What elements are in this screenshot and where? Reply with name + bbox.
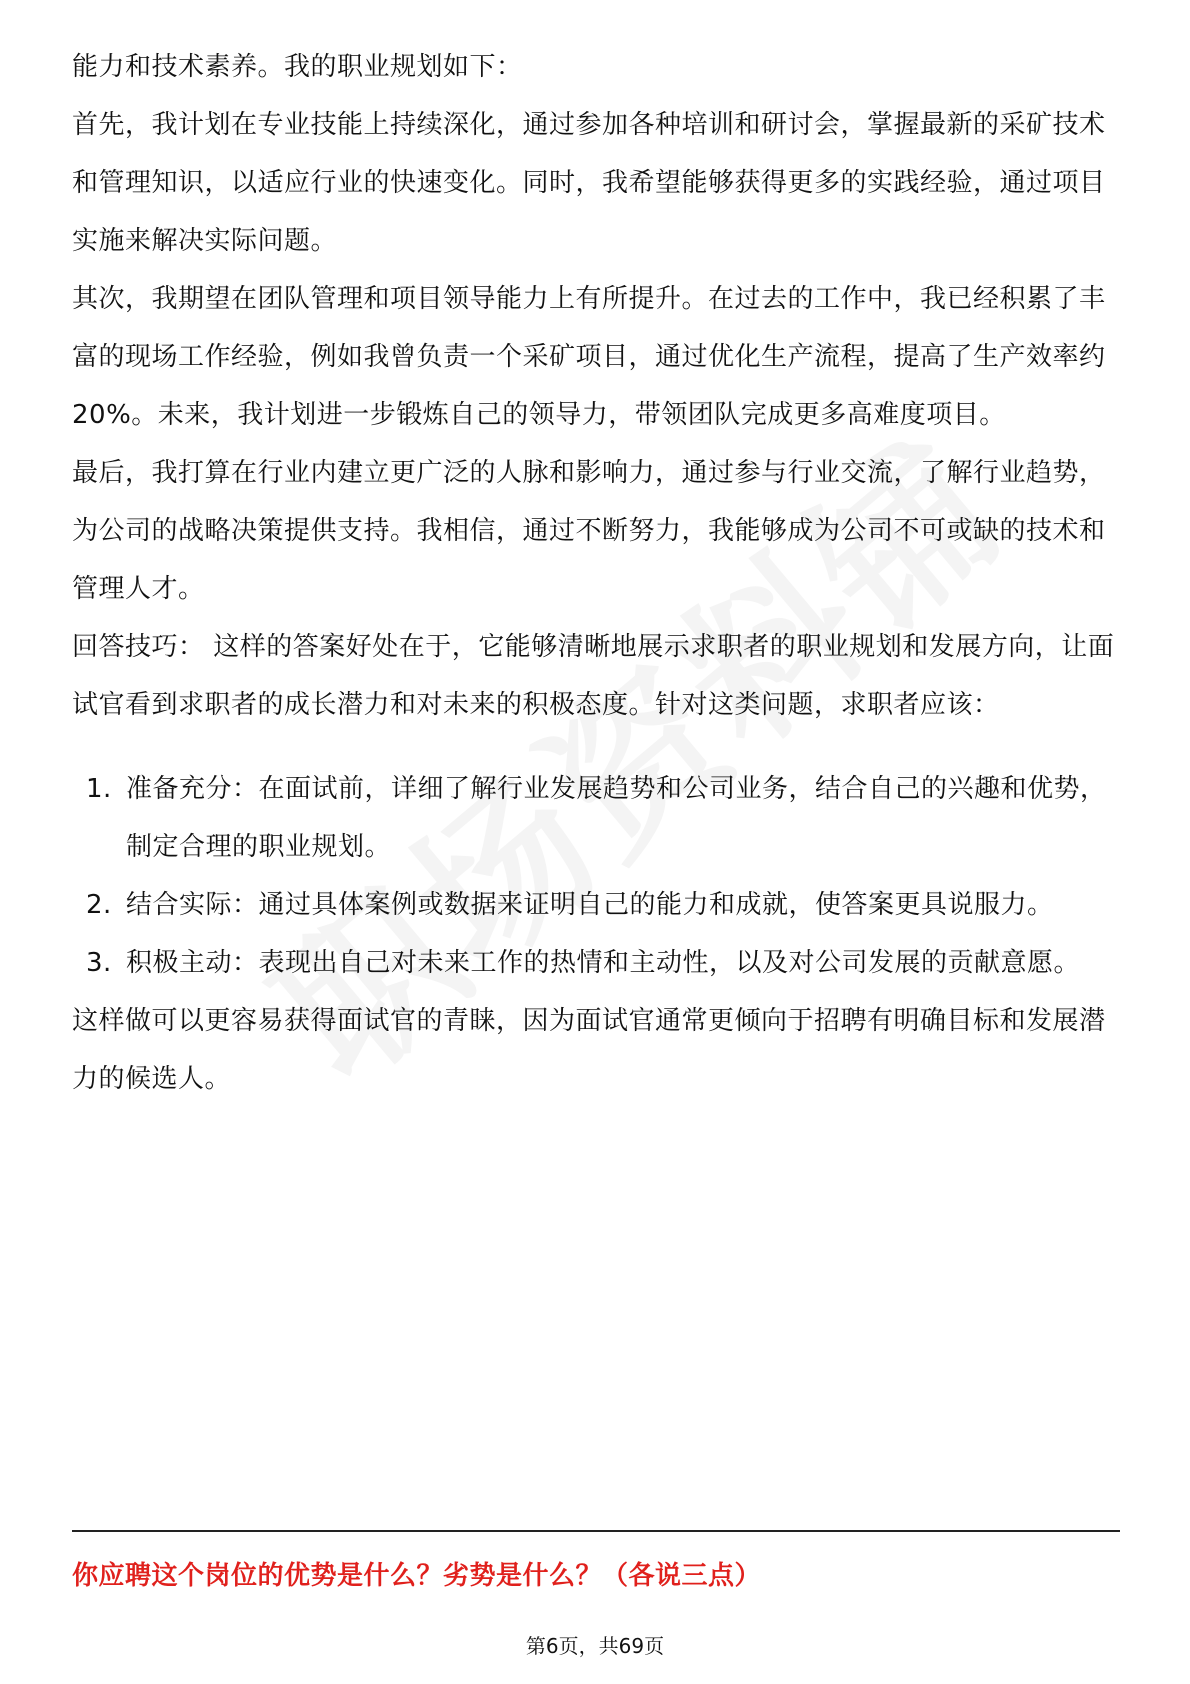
page-footer: 第6页，共69页 — [525, 1634, 665, 1658]
list-item-number: 1. — [86, 774, 112, 804]
section-divider — [72, 1530, 1120, 1532]
document-body — [72, 38, 1120, 1108]
list-item-text: 积极主动：表现出自己对未来工作的热情和主动性，以及对公司发展的贡献意愿。 — [126, 948, 1081, 978]
list-item-number: 2. — [86, 890, 112, 920]
list-item — [72, 934, 1120, 992]
list-item — [72, 760, 1120, 876]
paragraph-second: 其次，我期望在团队管理和项目领导能力上有所提升。在过去的工作中，我已经积累了丰富的现场工作经验，例如我曾负责一个采矿项目，通过优化生产流程，提高了生产效率约20%。未来，我计划进一步锻炼自己的领导力，带领团队完成更多高难度项目。 — [72, 284, 1106, 430]
list-item-text: 准备充分：在面试前，详细了解行业发展趋势和公司业务，结合自己的兴趣和优势，制定合理的职业规划。 — [126, 774, 1107, 862]
tips-list — [72, 760, 1120, 992]
list-item-number: 3. — [86, 948, 112, 978]
paragraph-intro: 能力和技术素养。我的职业规划如下： — [72, 52, 523, 82]
list-item — [72, 876, 1120, 934]
paragraph-conclusion: 这样做可以更容易获得面试官的青睐，因为面试官通常更倾向于招聘有明确目标和发展潜力的候选人。 — [72, 1006, 1106, 1094]
paragraph-last: 最后，我打算在行业内建立更广泛的人脉和影响力，通过参与行业交流，了解行业趋势，为公司的战略决策提供支持。我相信，通过不断努力，我能够成为公司不可或缺的技术和管理人才。 — [72, 458, 1106, 604]
paragraph-answer-tips: 回答技巧： 这样的答案好处在于，它能够清晰地展示求职者的职业规划和发展方向，让面试官看到求职者的成长潜力和对未来的积极态度。针对这类问题，求职者应该： — [72, 632, 1115, 720]
next-question-heading: 你应聘这个岗位的优势是什么？劣势是什么？（各说三点） — [72, 1561, 762, 1591]
paragraph-first: 首先，我计划在专业技能上持续深化，通过参加各种培训和研讨会，掌握最新的采矿技术和管理知识，以适应行业的快速变化。同时，我希望能够获得更多的实践经验，通过项目实施来解决实际问题。 — [72, 110, 1106, 256]
list-item-text: 结合实际：通过具体案例或数据来证明自己的能力和成就，使答案更具说服力。 — [126, 890, 1054, 920]
